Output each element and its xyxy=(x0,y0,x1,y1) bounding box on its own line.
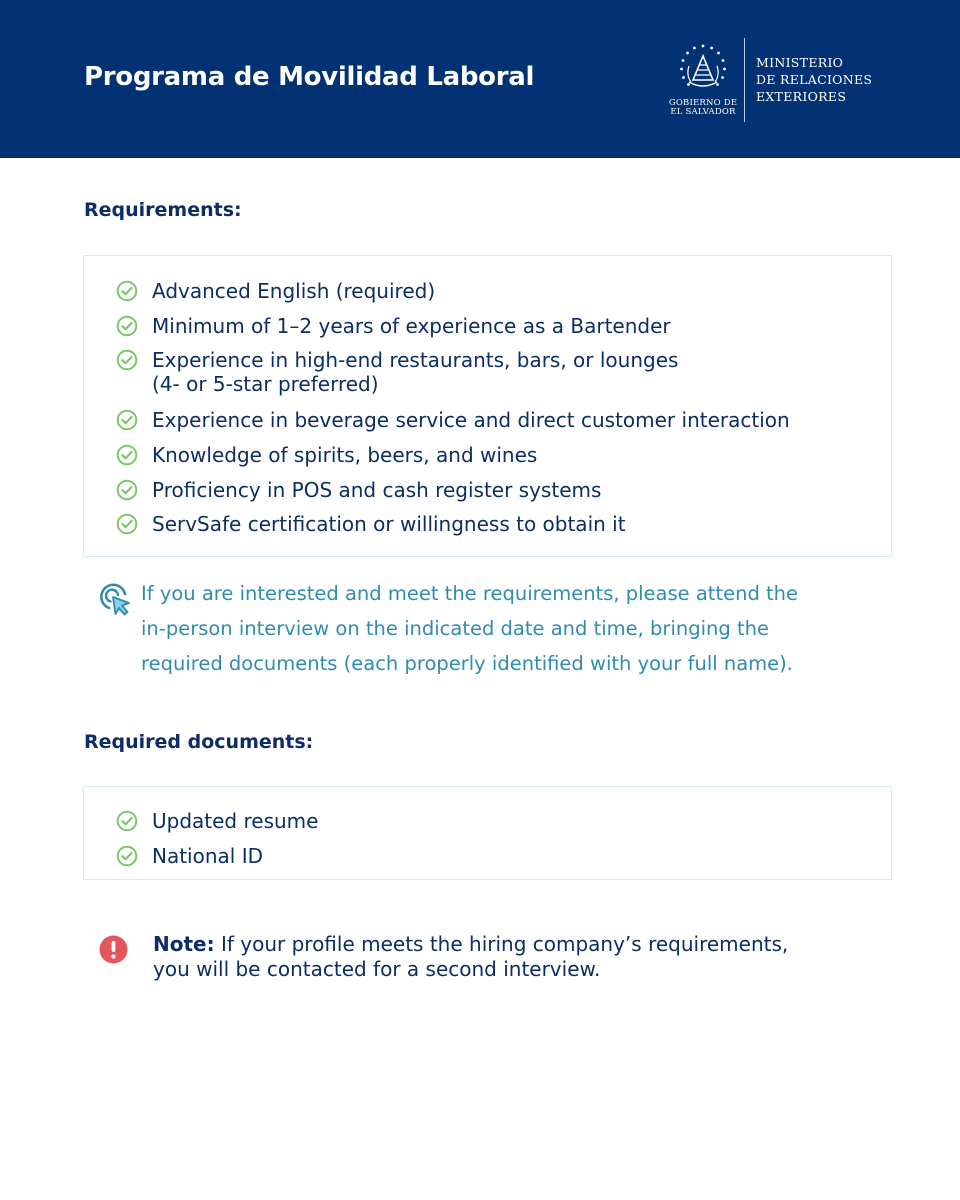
click-pointer-icon xyxy=(98,582,132,616)
check-circle-icon xyxy=(116,280,138,302)
note-text xyxy=(153,932,788,957)
gov-text: EL SALVADOR xyxy=(670,107,736,117)
ministry-text: DE RELACIONES xyxy=(756,72,873,87)
note-label: Note: xyxy=(153,932,215,956)
check-circle-icon xyxy=(116,845,138,867)
requirement-text: Advanced English (required) xyxy=(152,279,436,303)
check-circle-icon xyxy=(116,444,138,466)
requirement-text: Proficiency in POS and cash register systems xyxy=(152,478,602,502)
info-text: in-person interview on the indicated date and time, bringing the xyxy=(141,617,769,640)
note-text: you will be contacted for a second interview. xyxy=(153,957,601,981)
requirement-text: Experience in high-end restaurants, bars, or lounges xyxy=(152,348,679,372)
ministry-text: EXTERIORES xyxy=(756,89,847,104)
check-circle-icon xyxy=(116,315,138,337)
ministry-text: MINISTERIO xyxy=(756,55,844,70)
check-circle-icon xyxy=(116,409,138,431)
gov-text: GOBIERNO DE xyxy=(668,98,738,108)
requirement-text: Experience in beverage service and direct customer interaction xyxy=(152,408,790,432)
note-body: If your profile meets the hiring company’s requirements, xyxy=(214,932,789,956)
requirement-text: ServSafe certification or willingness to obtain it xyxy=(152,512,626,536)
exclamation-icon xyxy=(99,935,128,964)
check-circle-icon xyxy=(116,349,138,371)
documents-title: Required documents: xyxy=(84,731,314,753)
requirement-text: Knowledge of spirits, beers, and wines xyxy=(152,443,538,467)
requirements-title: Requirements: xyxy=(84,199,242,221)
header-banner xyxy=(0,0,960,158)
requirement-text: Minimum of 1–2 years of experience as a Bartender xyxy=(152,314,671,338)
requirement-text: (4- or 5-star preferred) xyxy=(152,372,379,396)
page-title: Programa de Movilidad Laboral xyxy=(84,62,535,92)
check-circle-icon xyxy=(116,479,138,501)
emblem-icon xyxy=(677,42,729,94)
info-text: If you are interested and meet the requirements, please attend the xyxy=(141,582,799,605)
document-text: National ID xyxy=(152,844,263,868)
logo-divider xyxy=(744,38,745,122)
info-text: required documents (each properly identified with your full name). xyxy=(141,652,793,675)
check-circle-icon xyxy=(116,810,138,832)
check-circle-icon xyxy=(116,513,138,535)
document-text: Updated resume xyxy=(152,809,319,833)
